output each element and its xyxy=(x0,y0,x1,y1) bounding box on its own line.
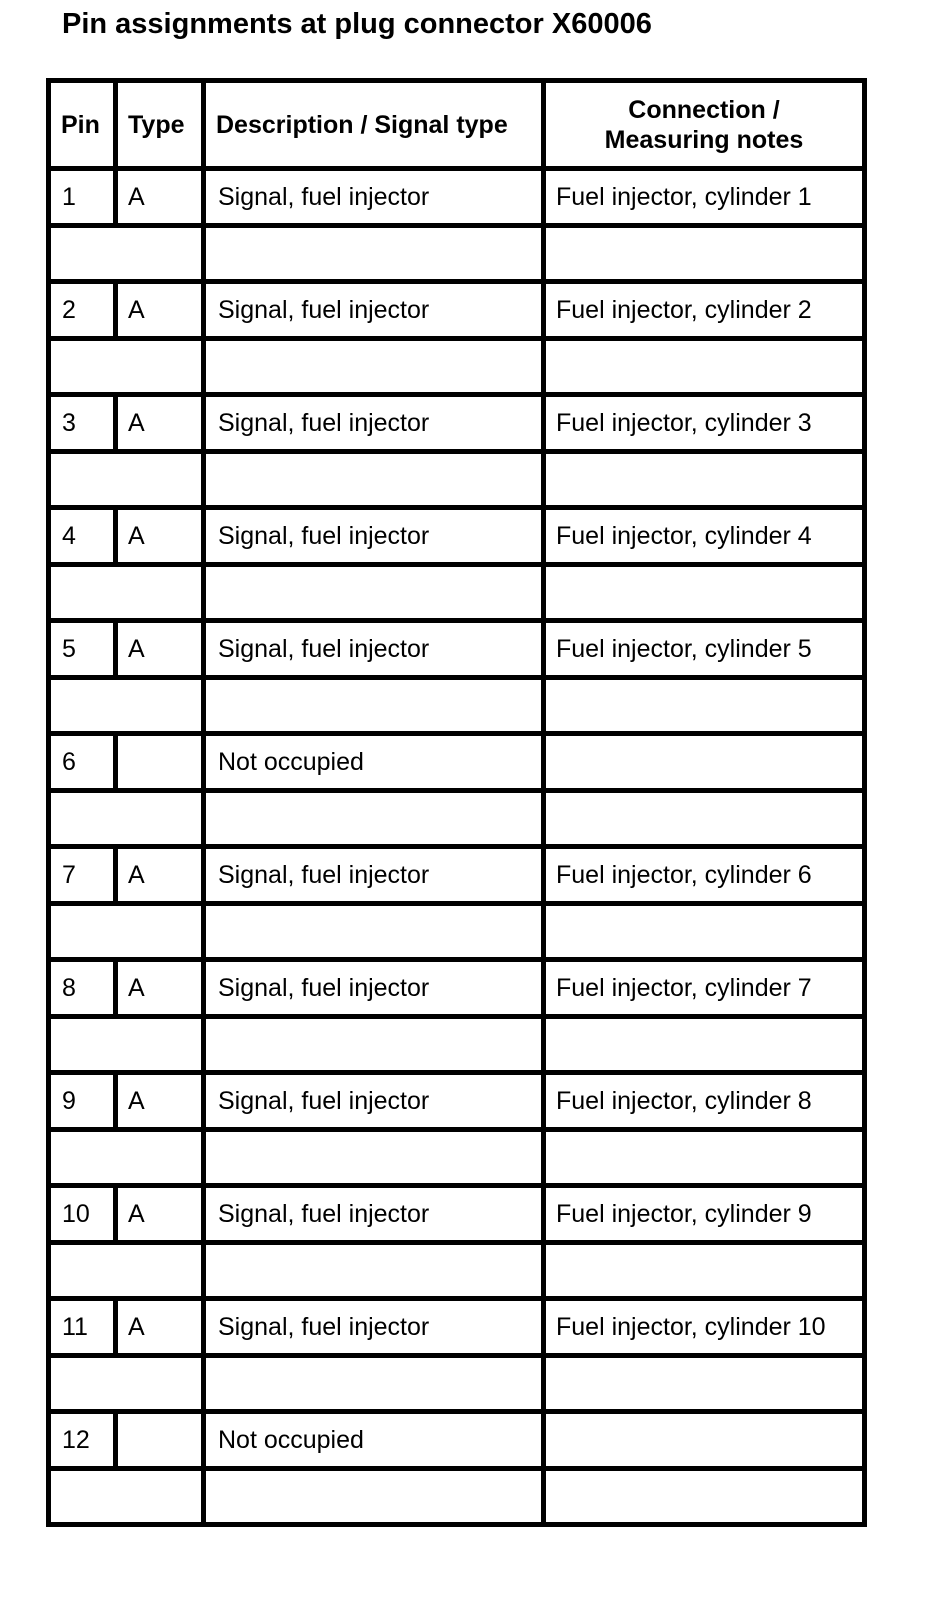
connection-cell: Fuel injector, cylinder 6 xyxy=(544,847,865,904)
header-type: Type xyxy=(116,81,204,169)
table-spacer-row xyxy=(49,226,865,282)
table-body xyxy=(49,169,865,1525)
description-cell: Signal, fuel injector xyxy=(204,847,544,904)
table-spacer-row xyxy=(49,904,865,960)
pin-cell: 12 xyxy=(49,1412,116,1469)
description-cell: Signal, fuel injector xyxy=(204,1186,544,1243)
table-row xyxy=(49,1412,865,1469)
header-connection-line2: Measuring notes xyxy=(604,125,804,154)
table-spacer-row xyxy=(49,1243,865,1299)
table-spacer-row xyxy=(49,791,865,847)
header-connection-line1: Connection / xyxy=(628,95,780,124)
description-cell: Signal, fuel injector xyxy=(204,621,544,678)
table-row xyxy=(49,395,865,452)
type-cell: A xyxy=(116,508,204,565)
spacer-cell xyxy=(204,452,544,508)
pin-cell: 5 xyxy=(49,621,116,678)
type-cell: A xyxy=(116,395,204,452)
spacer-cell xyxy=(204,565,544,621)
type-cell: A xyxy=(116,282,204,339)
spacer-cell xyxy=(544,791,865,847)
spacer-cell xyxy=(544,904,865,960)
connection-cell: Fuel injector, cylinder 4 xyxy=(544,508,865,565)
table-row xyxy=(49,1186,865,1243)
type-cell: A xyxy=(116,847,204,904)
pin-cell: 11 xyxy=(49,1299,116,1356)
spacer-cell xyxy=(49,1469,204,1525)
spacer-cell xyxy=(49,1130,204,1186)
spacer-cell xyxy=(49,791,204,847)
type-cell xyxy=(116,1412,204,1469)
type-cell: A xyxy=(116,621,204,678)
type-cell: A xyxy=(116,169,204,226)
table-row xyxy=(49,508,865,565)
table-spacer-row xyxy=(49,339,865,395)
header-connection xyxy=(544,81,865,169)
connection-cell: Fuel injector, cylinder 10 xyxy=(544,1299,865,1356)
connection-cell: Fuel injector, cylinder 1 xyxy=(544,169,865,226)
spacer-cell xyxy=(544,226,865,282)
connection-cell: Fuel injector, cylinder 3 xyxy=(544,395,865,452)
connection-cell xyxy=(544,734,865,791)
spacer-cell xyxy=(544,1469,865,1525)
header-description: Description / Signal type xyxy=(204,81,544,169)
pin-cell: 7 xyxy=(49,847,116,904)
spacer-cell xyxy=(544,452,865,508)
spacer-cell xyxy=(204,1130,544,1186)
spacer-cell xyxy=(49,452,204,508)
type-cell xyxy=(116,734,204,791)
table-spacer-row xyxy=(49,1017,865,1073)
description-cell: Signal, fuel injector xyxy=(204,395,544,452)
table-header-row xyxy=(49,81,865,169)
connection-cell: Fuel injector, cylinder 7 xyxy=(544,960,865,1017)
spacer-cell xyxy=(49,678,204,734)
connection-cell xyxy=(544,1412,865,1469)
description-cell: Signal, fuel injector xyxy=(204,508,544,565)
spacer-cell xyxy=(204,1469,544,1525)
spacer-cell xyxy=(204,226,544,282)
type-cell: A xyxy=(116,1073,204,1130)
spacer-cell xyxy=(204,791,544,847)
description-cell: Not occupied xyxy=(204,1412,544,1469)
spacer-cell xyxy=(544,1356,865,1412)
table-spacer-row xyxy=(49,452,865,508)
table-spacer-row xyxy=(49,1130,865,1186)
pin-cell: 1 xyxy=(49,169,116,226)
connection-cell: Fuel injector, cylinder 8 xyxy=(544,1073,865,1130)
pin-cell: 3 xyxy=(49,395,116,452)
spacer-cell xyxy=(49,1017,204,1073)
description-cell: Not occupied xyxy=(204,734,544,791)
spacer-cell xyxy=(49,1356,204,1412)
pin-cell: 6 xyxy=(49,734,116,791)
type-cell: A xyxy=(116,960,204,1017)
table-row xyxy=(49,621,865,678)
pin-cell: 10 xyxy=(49,1186,116,1243)
spacer-cell xyxy=(204,904,544,960)
spacer-cell xyxy=(49,226,204,282)
spacer-cell xyxy=(204,678,544,734)
table-row xyxy=(49,169,865,226)
spacer-cell xyxy=(204,1017,544,1073)
connection-cell: Fuel injector, cylinder 5 xyxy=(544,621,865,678)
spacer-cell xyxy=(544,1243,865,1299)
table-row xyxy=(49,734,865,791)
spacer-cell xyxy=(49,904,204,960)
connection-cell: Fuel injector, cylinder 2 xyxy=(544,282,865,339)
table-spacer-row xyxy=(49,678,865,734)
spacer-cell xyxy=(544,1017,865,1073)
table-spacer-row xyxy=(49,1356,865,1412)
description-cell: Signal, fuel injector xyxy=(204,169,544,226)
header-pin: Pin xyxy=(49,81,116,169)
pin-cell: 8 xyxy=(49,960,116,1017)
description-cell: Signal, fuel injector xyxy=(204,960,544,1017)
table-row xyxy=(49,1073,865,1130)
spacer-cell xyxy=(544,565,865,621)
table-spacer-row xyxy=(49,565,865,621)
table-row xyxy=(49,847,865,904)
type-cell: A xyxy=(116,1299,204,1356)
spacer-cell xyxy=(544,339,865,395)
spacer-cell xyxy=(544,1130,865,1186)
page-title: Pin assignments at plug connector X60006 xyxy=(62,8,652,40)
spacer-cell xyxy=(544,678,865,734)
table-row xyxy=(49,960,865,1017)
pin-cell: 4 xyxy=(49,508,116,565)
spacer-cell xyxy=(204,1243,544,1299)
spacer-cell xyxy=(204,339,544,395)
description-cell: Signal, fuel injector xyxy=(204,1299,544,1356)
table-row xyxy=(49,1299,865,1356)
table-row xyxy=(49,282,865,339)
spacer-cell xyxy=(49,565,204,621)
connection-cell: Fuel injector, cylinder 9 xyxy=(544,1186,865,1243)
description-cell: Signal, fuel injector xyxy=(204,282,544,339)
type-cell: A xyxy=(116,1186,204,1243)
spacer-cell xyxy=(49,339,204,395)
spacer-cell xyxy=(204,1356,544,1412)
pin-cell: 2 xyxy=(49,282,116,339)
pin-cell: 9 xyxy=(49,1073,116,1130)
pin-assignment-table xyxy=(46,78,867,1527)
description-cell: Signal, fuel injector xyxy=(204,1073,544,1130)
spacer-cell xyxy=(49,1243,204,1299)
table-spacer-row xyxy=(49,1469,865,1525)
